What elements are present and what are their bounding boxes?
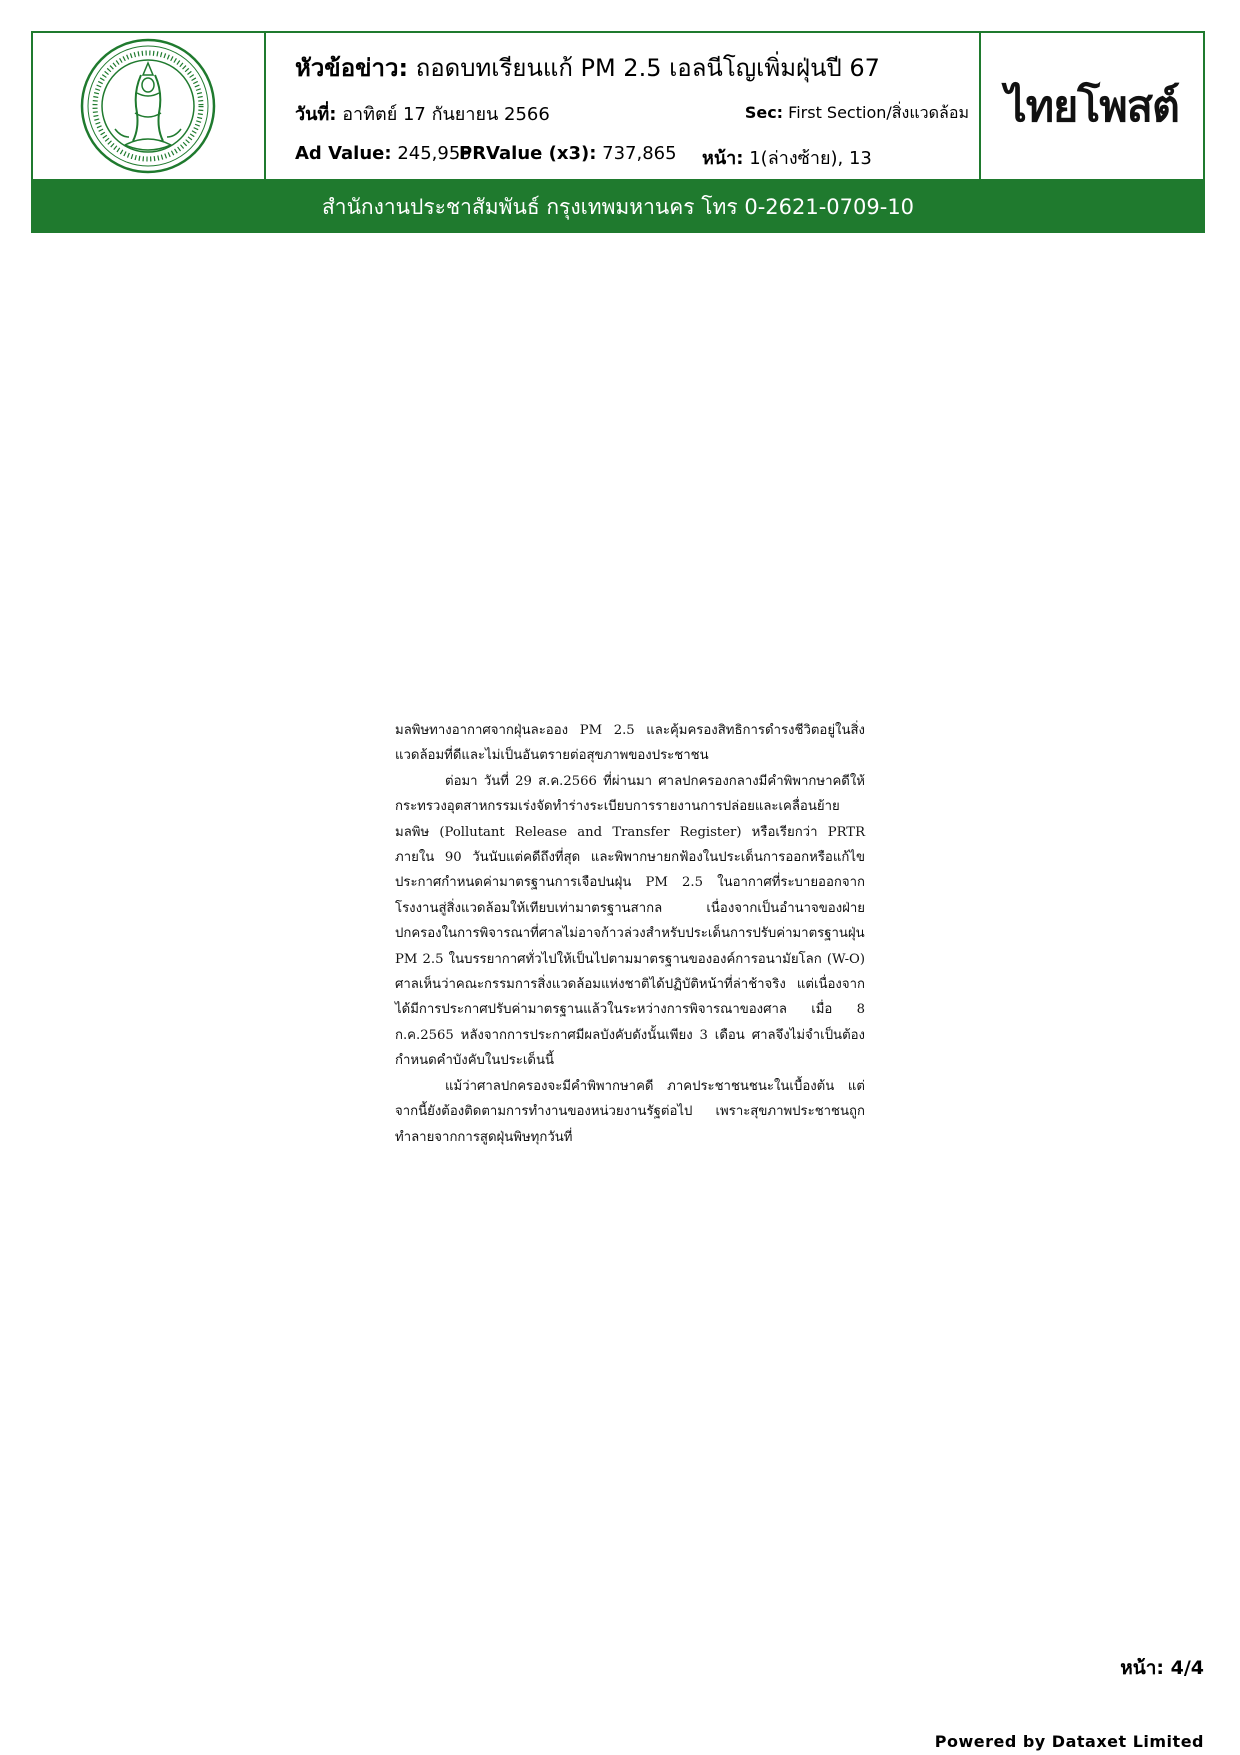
section-row bbox=[745, 101, 969, 126]
ad-value-row bbox=[295, 143, 472, 164]
date-row bbox=[295, 99, 550, 128]
headline-row bbox=[295, 48, 880, 87]
ad-value: 245,955 bbox=[397, 143, 472, 164]
section-value: First Section/สิ่งแวดล้อม bbox=[788, 103, 969, 122]
article-paragraph-3: แม้ว่าศาลปกครองจะมีคำพิพากษาคดี ภาคประชาชนชนะในเบื้องต้น แต่จากนี้ยังต้องติดตามการทำงานของหน่วยงานรัฐต่อไป เพราะสุขภาพประชาชนถูกทำลายจากการสูดฝุ่นพิษทุกวันที่ bbox=[395, 1078, 865, 1145]
article-body bbox=[395, 718, 865, 1150]
section-label: Sec: bbox=[744, 103, 784, 122]
powered-by: Powered by Dataxet Limited bbox=[934, 1732, 1204, 1751]
page-ref-value: 1(ล่างซ้าย), 13 bbox=[749, 148, 872, 169]
pr-value-row bbox=[459, 143, 677, 164]
ad-value-label: Ad Value: bbox=[295, 143, 392, 164]
logo-cell bbox=[33, 33, 266, 179]
pr-value-label: PRValue (x3): bbox=[459, 143, 597, 164]
date-value: อาทิตย์ 17 กันยายน 2566 bbox=[342, 104, 550, 125]
page-count-value: 4/4 bbox=[1170, 1657, 1204, 1679]
page-count-label: หน้า: bbox=[1120, 1657, 1164, 1679]
agency-text: สำนักงานประชาสัมพันธ์ กรุงเทพมหานคร โทร 0-2621-0709-10 bbox=[321, 194, 915, 219]
date-label: วันที่: bbox=[295, 104, 337, 125]
news-clipping-header bbox=[31, 31, 1205, 233]
headline: ถอดบทเรียนแก้ PM 2.5 เอลนีโญเพิ่มฝุ่นปี 67 bbox=[415, 54, 880, 82]
page-ref-label: หน้า: bbox=[702, 148, 744, 169]
bangkok-seal-icon bbox=[33, 33, 264, 179]
agency-bar bbox=[31, 181, 1205, 233]
newspaper-logo: ไทยโพสต์ bbox=[1005, 82, 1179, 132]
article-paragraph-2: ต่อมา วันที่ 29 ส.ค.2566 ที่ผ่านมา ศาลปกครองกลางมีคำพิพากษาคดีให้กระทรวงอุตสาหกรรมเร่งจัดทำร่างระเบียบการรายงานการปล่อยและเคลื่อนย้ายมลพิษ (Pollutant Release and Transfer Register) หรือเรียกว่า PRTR ภายใน 90 วันนับแต่คดีถึงที่สุด และพิพากษายกฟ้องในประเด็นการออกหรือแก้ไขประกาศกำหนดค่ามาตรฐานการเจือปนฝุ่น PM 2.5 ในอากาศที่ระบายออกจากโรงงานสู่สิ่งแวดล้อมให้เทียบเท่ามาตรฐานสากล เนื่องจากเป็นอำนาจของฝ่ายปกครองในการพิจารณาที่ศาลไม่อาจก้าวล่วงสำหรับประเด็นการปรับค่ามาตรฐานฝุ่น PM 2.5 ในบรรยากาศทั่วไปให้เป็นไปตามมาตรฐานขององค์การอนามัยโลก (W-O) ศาลเห็นว่าคณะกรรมการสิ่งแวดล้อมแห่งชาติได้ปฏิบัติหน้าที่ล่าช้าจริง แต่เนื่องจากได้มีการประกาศปรับค่ามาตรฐานแล้วในระหว่างการพิจารณาของศาล เมื่อ 8 ก.ค.2565 หลังจากการประกาศมีผลบังคับดังนั้นเพียง 3 เดือน ศาลจึงไม่จำเป็นต้องกำหนดคำบังคับในประเด็นนี้ bbox=[395, 773, 865, 1069]
page-count bbox=[1120, 1653, 1204, 1683]
page-ref-row bbox=[702, 143, 872, 172]
header-box bbox=[31, 31, 1205, 181]
headline-label: หัวข้อข่าว: bbox=[295, 54, 409, 82]
article-paragraph-1: มลพิษทางอากาศจากฝุ่นละออง PM 2.5 และคุ้มครองสิทธิการดำรงชีวิตอยู่ในสิ่งแวดล้อมที่ดีและไม่เป็นอันตรายต่อสุขภาพของประชาชน bbox=[395, 723, 865, 764]
newspaper-cell bbox=[981, 33, 1203, 179]
info-cell bbox=[266, 33, 981, 179]
pr-value: 737,865 bbox=[602, 143, 677, 164]
